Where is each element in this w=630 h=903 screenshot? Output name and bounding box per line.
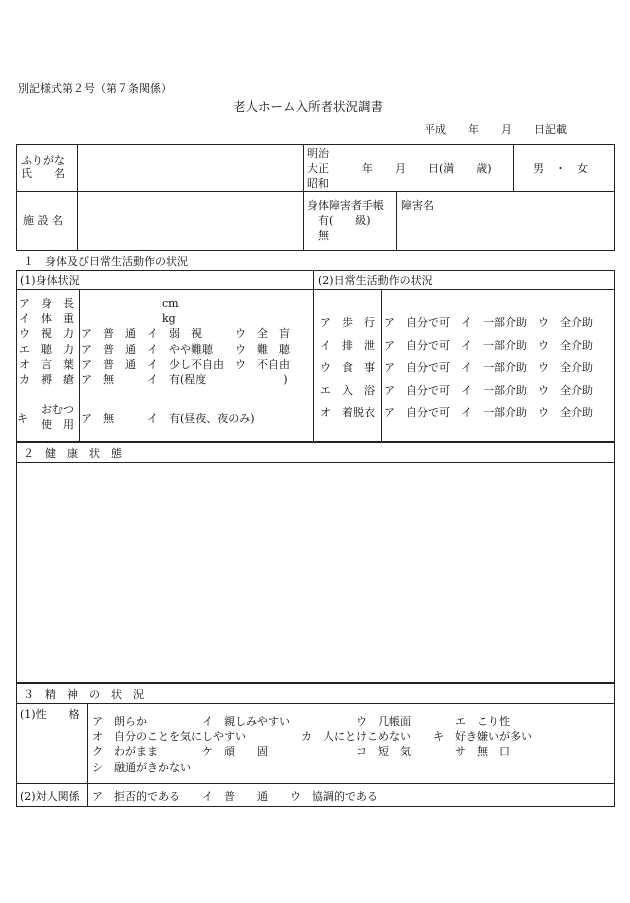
physical-label: ウ 視 力 <box>19 327 74 340</box>
adl-value: ア 自分で可 イ 一部介助 ウ 全介助 <box>384 384 593 397</box>
adl-value: ア 自分で可 イ 一部介助 ウ 全介助 <box>384 361 593 374</box>
physical-label: イ 体 重 <box>19 312 74 325</box>
relations-value: ア 拒否的である イ 普 通 ウ 協調的である <box>92 790 378 803</box>
physical-heading: (1)身体状況 <box>20 274 80 287</box>
adl-value: ア 自分で可 イ 一部介助 ウ 全介助 <box>384 406 593 419</box>
furigana-name-label: ふりがな 氏 名 <box>21 154 65 180</box>
section3-heading: ３ 精 神 の 状 況 <box>23 688 144 701</box>
relations-label: (2)対人関係 <box>20 790 80 803</box>
diaper-prefix: キ <box>17 412 28 425</box>
adl-label: ウ 食 事 <box>320 361 375 374</box>
disability-no: 無 <box>318 229 329 242</box>
personality-label: (1)性 格 <box>20 708 80 721</box>
personality-line: オ 自分のことを気にしやすい カ 人にとけこめない キ 好き嫌いが多い <box>92 730 532 743</box>
disability-name-label: 障害名 <box>401 199 434 212</box>
physical-value: ア 普 通 イ 少し不自由 ウ 不自由 <box>81 358 290 371</box>
diaper-label-line1: おむつ <box>41 403 74 416</box>
adl-label: ア 歩 行 <box>320 316 375 329</box>
birth-era-showa: 昭和 <box>307 177 329 190</box>
diaper-label-line2: 使 用 <box>41 418 74 431</box>
diaper-value: ア 無 イ 有(昼夜、夜のみ) <box>81 412 255 425</box>
page-title: 老人ホーム入所者状況調書 <box>233 99 384 114</box>
disability-notebook-label: 身体障害者手帳 <box>307 199 384 212</box>
physical-value: ア 普 通 イ やや難聴 ウ 難 聴 <box>81 343 290 356</box>
adl-label: オ 着脱衣 <box>320 406 375 419</box>
form-number: 別記様式第２号（第７条関係） <box>18 82 172 95</box>
birth-date-line: 大正 年 月 日(満 歳) <box>307 162 492 175</box>
section1-heading: １ 身体及び日常生活動作の状況 <box>23 255 188 268</box>
physical-value: kg <box>162 312 176 325</box>
adl-value: ア 自分で可 イ 一部介助 ウ 全介助 <box>384 339 593 352</box>
personality-line: ク わがまま ケ 頑 固 コ 短 気 サ 無 口 <box>92 745 510 758</box>
adl-heading: (2)日常生活動作の状況 <box>318 274 433 287</box>
adl-label: イ 排 泄 <box>320 339 375 352</box>
physical-value: cm <box>162 297 179 310</box>
identity-table <box>16 144 615 251</box>
physical-value: ア 無 イ 有(程度 ) <box>81 373 288 386</box>
date-line: 平成 年 月 日記載 <box>424 123 567 136</box>
physical-label: オ 言 葉 <box>19 358 74 371</box>
physical-value: ア 普 通 イ 弱 視 ウ 全 盲 <box>81 327 290 340</box>
physical-label: ア 身 長 <box>19 297 74 310</box>
adl-value: ア 自分で可 イ 一部介助 ウ 全介助 <box>384 316 593 329</box>
health-status-box <box>16 442 615 683</box>
gender-field: 男 ・ 女 <box>533 162 588 175</box>
facility-label: 施 設 名 <box>23 214 63 227</box>
physical-label: エ 聴 力 <box>19 343 74 356</box>
section2-heading: ２ 健 康 状 態 <box>23 447 122 460</box>
adl-label: エ 入 浴 <box>320 384 375 397</box>
physical-label: カ 褥 瘡 <box>19 373 74 386</box>
disability-yes: 有( 級) <box>318 214 371 227</box>
birth-era-meiji: 明治 <box>307 147 329 160</box>
personality-line: ア 朗らか イ 親しみやすい ウ 几帳面 エ こり性 <box>92 715 510 728</box>
personality-line: シ 融通がきかない <box>92 761 191 774</box>
